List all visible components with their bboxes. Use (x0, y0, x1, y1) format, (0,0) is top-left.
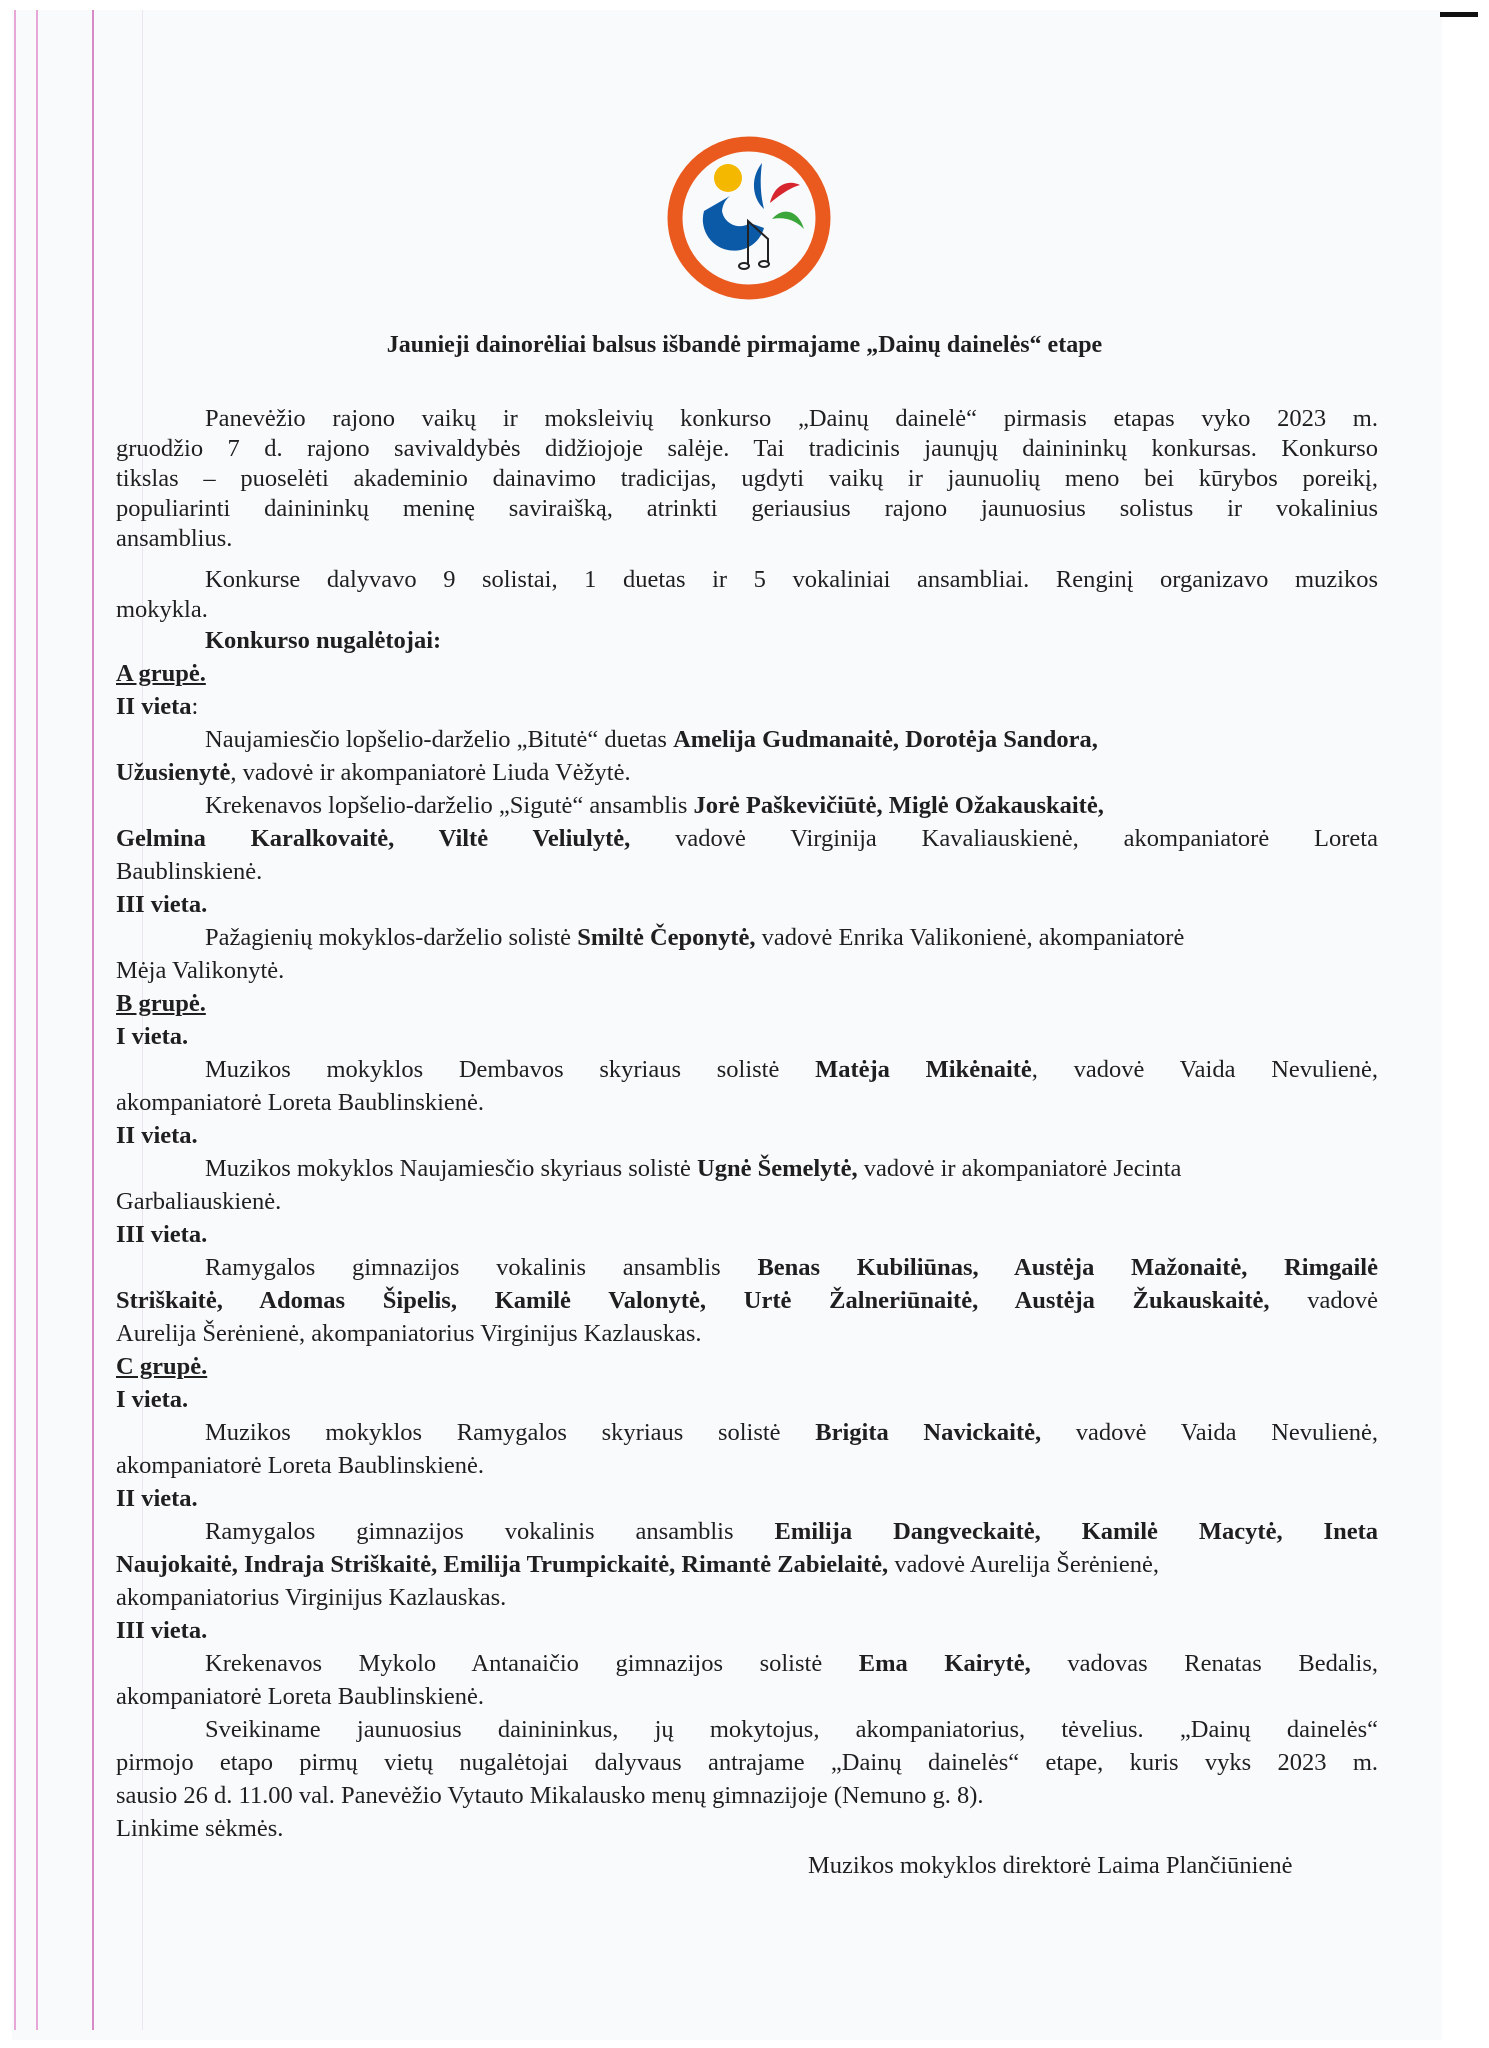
entry-text: vadovė Virginija Kavaliauskienė, akompaniatorė Loreta (630, 825, 1378, 852)
intro-line: ansamblius. (116, 525, 233, 552)
entry-text: Muzikos mokyklos Ramygalos skyriaus solistė (205, 1419, 816, 1446)
entry-line (205, 791, 1104, 821)
dainu-daineles-logo (664, 133, 834, 303)
winner-names: Ugnė Šemelytė, (697, 1155, 858, 1182)
intro-line: tikslas – puoselėti akademinio dainavimo tradicijas, ugdyti vaikų ir jaunuolių meno bei kūrybos poreikį, (116, 465, 1378, 492)
entry-text: Muzikos mokyklos Naujamiesčio skyriaus solistė (205, 1155, 697, 1182)
winner-names: Jorė Paškevičiūtė, Miglė Ožakauskaitė, (693, 792, 1104, 819)
winner-names: Naujokaitė, Indraja Striškaitė, Emilija Trumpickaitė, Rimantė Zabielaitė, (116, 1551, 889, 1578)
entry-text: Naujamiesčio lopšelio-darželio „Bitutė“ duetas (205, 726, 674, 753)
logo-green-feather (772, 212, 804, 229)
entry-text: Krekenavos lopšelio-darželio „Sigutė“ ansamblis (205, 792, 694, 819)
entry-text: Muzikos mokyklos Dembavos skyriaus solistė (205, 1056, 816, 1083)
entry-line (205, 923, 1184, 953)
winner-names: Smiltė Čeponytė, (577, 924, 756, 951)
entry-line: Baublinskienė. (116, 858, 263, 885)
entry-text: Ramygalos gimnazijos vokalinis ansamblis (205, 1254, 758, 1281)
participants-line: mokykla. (116, 596, 208, 623)
entry-line (205, 1649, 1378, 1679)
page-edge (1442, 10, 1489, 2040)
entry-text: , vadovė Vaida Nevulienė, (1031, 1056, 1378, 1083)
place-label-colon: : (191, 693, 199, 720)
entry-text: , vadovė ir akompaniatorė Liuda Vėžytė. (230, 759, 631, 786)
margin-line (14, 10, 16, 2030)
entry-text: vadovas Renatas Bedalis, (1030, 1650, 1378, 1677)
entry-line: akompaniatorė Loreta Baublinskienė. (116, 1089, 485, 1116)
scan-mark (1440, 12, 1478, 17)
participants-line: Konkurse dalyvavo 9 solistai, 1 duetas ir 5 vokaliniai ansambliai. Renginį organizavo muzikos (205, 566, 1378, 593)
entry-line (116, 1550, 1159, 1580)
place-label: II vieta (116, 693, 192, 720)
entry-line: akompaniatorė Loreta Baublinskienė. (116, 1452, 485, 1479)
logo-bird-body (703, 196, 764, 251)
signature: Muzikos mokyklos direktorė Laima Plančiūnienė (808, 1852, 1293, 1879)
winner-names: Ema Kairytė, (858, 1650, 1031, 1677)
entry-line (205, 1253, 1378, 1283)
entry-text: vadovė (1269, 1287, 1379, 1314)
closing-line: Sveikiname jaunuosius dainininkus, jų mokytojus, akompaniatorius, tėvelius. „Dainų dainelės“ (205, 1716, 1378, 1743)
intro-line: gruodžio 7 d. rajono savivaldybės didžiojoje salėje. Tai tradicinis jaunųjų dainininkų konkursas. Konkurso (116, 435, 1378, 462)
group-c-place3-label: III vieta. (116, 1617, 208, 1644)
group-c-place2-label: II vieta. (116, 1485, 198, 1512)
logo-red-feather (770, 183, 800, 203)
group-c-heading: C grupė. (116, 1353, 208, 1380)
closing-line: pirmojo etapo pirmų vietų nugalėtojai dalyvaus antrajame „Dainų dainelės“ etape, kuris vyks 2023 m. (116, 1749, 1378, 1776)
article-title: Jaunieji dainorėliai balsus išbandė pirmajame „Dainų dainelės“ etape (386, 332, 1103, 358)
entry-line: Mėja Valikonytė. (116, 957, 285, 984)
entry-text: vadovė ir akompaniatorė Jecinta (857, 1155, 1182, 1182)
margin-line (142, 10, 143, 2030)
entry-line (205, 1154, 1181, 1184)
closing-line: sausio 26 d. 11.00 val. Panevėžio Vytauto Mikalausko menų gimnazijoje (Nemuno g. 8). (116, 1782, 984, 1809)
logo-ring (675, 144, 823, 292)
group-a-place2-label (116, 692, 198, 722)
entry-line (116, 758, 631, 788)
intro-line: Panevėžio rajono vaikų ir moksleivių konkurso „Dainų dainelė“ pirmasis etapas vyko 2023 m. (205, 405, 1378, 432)
entry-text: Ramygalos gimnazijos vokalinis ansamblis (205, 1518, 775, 1545)
entry-line (116, 824, 1378, 854)
margin-line (92, 10, 94, 2030)
entry-text: Pažagienių mokyklos-darželio solistė (205, 924, 578, 951)
winner-names: Emilija Dangveckaitė, Kamilė Macytė, Ineta (774, 1518, 1378, 1545)
entry-line: Garbaliauskienė. (116, 1188, 282, 1215)
winner-names: Benas Kubiliūnas, Austėja Mažonaitė, Rimgailė (757, 1254, 1378, 1281)
entry-text: vadovė Vaida Nevulienė, (1041, 1419, 1378, 1446)
logo-blue-feather (754, 163, 764, 209)
entry-line (205, 1418, 1378, 1448)
winner-names: Gelmina Karalkovaitė, Viltė Veliulytė, (116, 825, 631, 852)
winner-names: Striškaitė, Adomas Šipelis, Kamilė Valonytė, Urtė Žalneriūnaitė, Austėja Žukauskaitė, (116, 1287, 1270, 1314)
entry-line: akompaniatorius Virginijus Kazlauskas. (116, 1584, 507, 1611)
group-c-place1-label: I vieta. (116, 1386, 189, 1413)
winner-names: Brigita Navickaitė, (815, 1419, 1042, 1446)
group-b-heading: B grupė. (116, 990, 206, 1017)
group-b-place2-label: II vieta. (116, 1122, 198, 1149)
entry-line (116, 1286, 1378, 1316)
entry-line (205, 725, 1098, 755)
closing-line: Linkime sėkmės. (116, 1815, 284, 1842)
winners-heading: Konkurso nugalėtojai: (205, 627, 442, 654)
entry-line: Aurelija Šerėnienė, akompaniatorius Virginijus Kazlauskas. (116, 1320, 702, 1347)
group-b-place1-label: I vieta. (116, 1023, 189, 1050)
group-a-place3-label: III vieta. (116, 891, 208, 918)
entry-line (205, 1055, 1378, 1085)
entry-line: akompaniatorė Loreta Baublinskienė. (116, 1683, 485, 1710)
entry-text: vadovė Aurelija Šerėnienė, (888, 1551, 1159, 1578)
entry-text: Krekenavos Mykolo Antanaičio gimnazijos solistė (205, 1650, 859, 1677)
group-b-place3-label: III vieta. (116, 1221, 208, 1248)
margin-line (36, 10, 38, 2030)
winner-names: Amelija Gudmanaitė, Dorotėja Sandora, (673, 726, 1098, 753)
group-a-heading: A grupė. (116, 660, 206, 687)
winner-names: Matėja Mikėnaitė (815, 1056, 1032, 1083)
intro-line: populiarinti dainininkų meninę saviraišką, atrinkti geriausius rajono jaunuosius solistus ir vokalinius (116, 495, 1378, 522)
entry-text: vadovė Enrika Valikonienė, akompaniatorė (755, 924, 1185, 951)
logo-sun (714, 164, 742, 192)
entry-line (205, 1517, 1378, 1547)
winner-names: Užusienytė (116, 759, 231, 786)
